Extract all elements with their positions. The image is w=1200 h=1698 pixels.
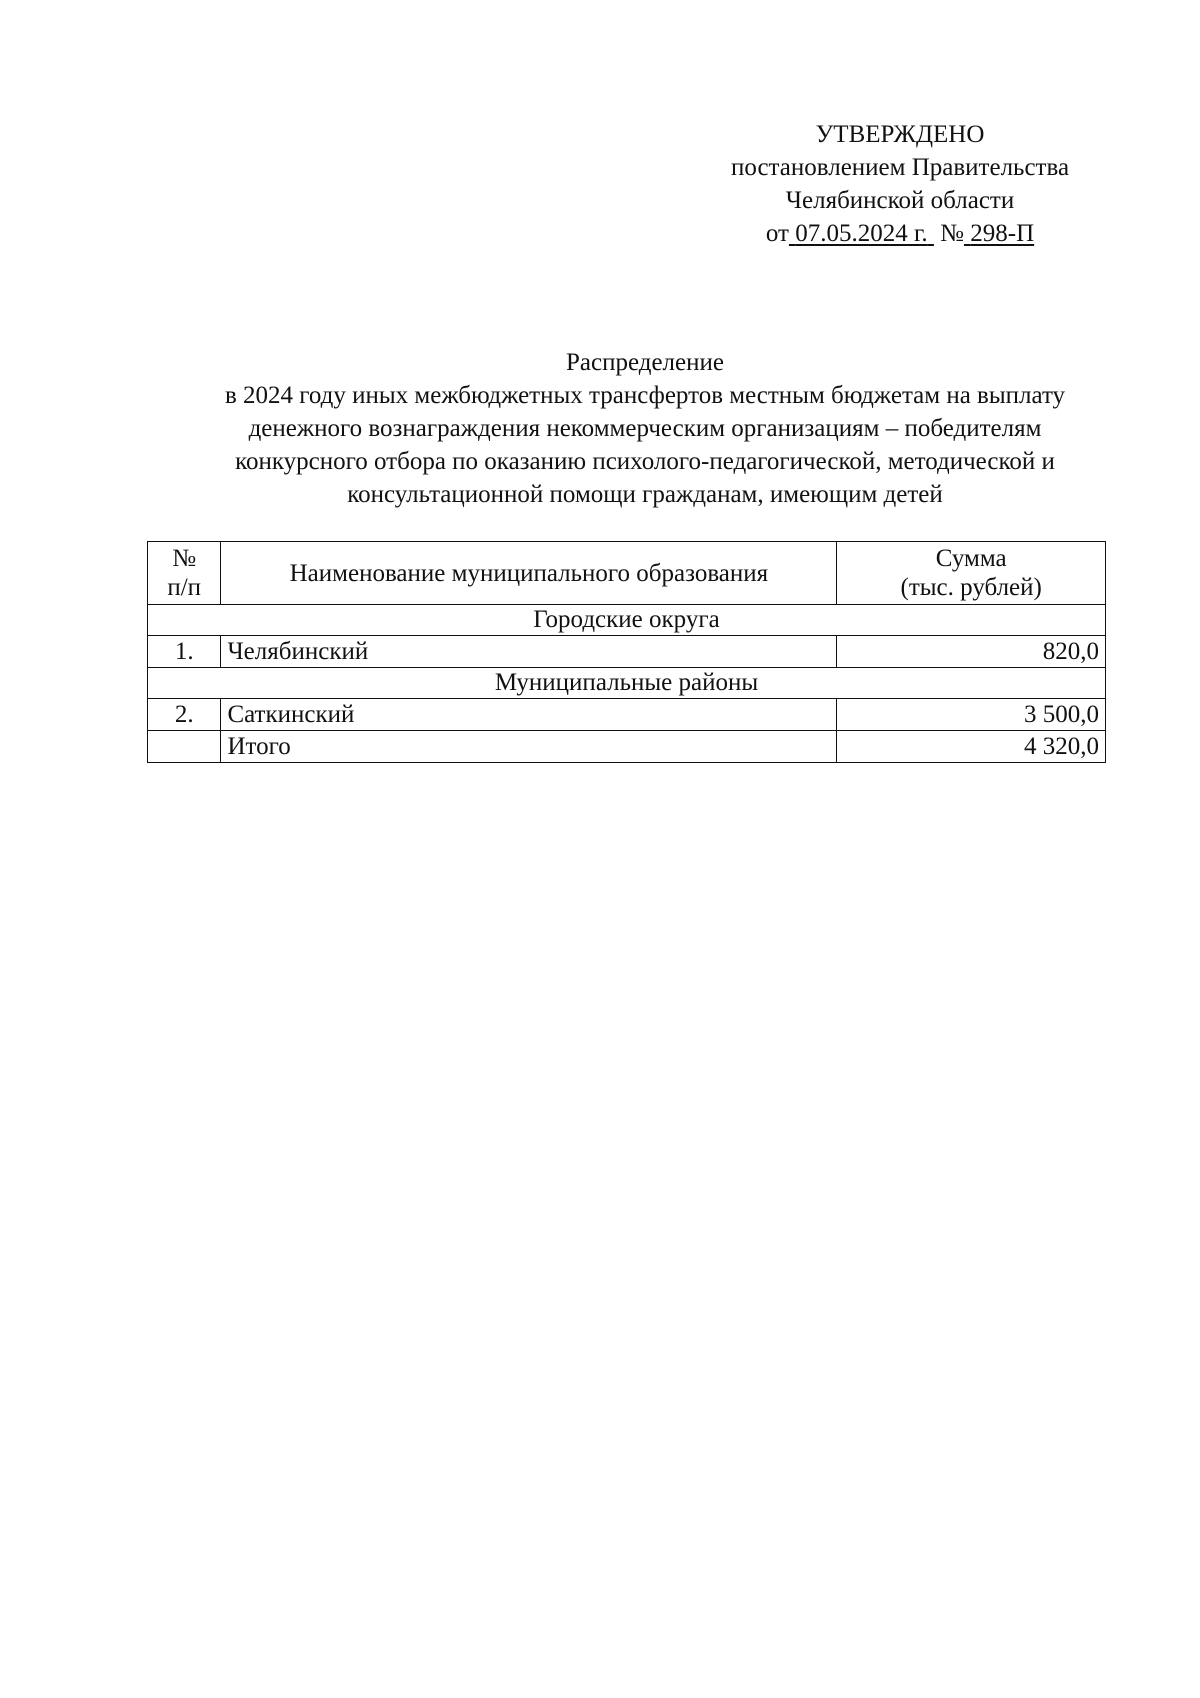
approval-number: 298-П xyxy=(970,220,1035,247)
title-line-2: денежного вознаграждения некоммерческим организациям – победителям xyxy=(248,415,1042,442)
title-line-4: консультационной помощи гражданам, имеющим детей xyxy=(347,481,943,508)
row-num: 1. xyxy=(148,636,221,668)
approval-line-1: постановлением Правительства xyxy=(730,154,1070,181)
title-heading: Распределение xyxy=(566,349,724,376)
row-name: Саткинский xyxy=(221,699,837,731)
title-line-1: в 2024 году иных межбюджетных трансфертов местным бюджетам на выплату xyxy=(224,382,1066,409)
distribution-table xyxy=(147,541,1106,763)
section-title: Городские округа xyxy=(148,605,1106,636)
approval-date: 07.05.2024 г. xyxy=(795,220,928,247)
total-label: Итого xyxy=(221,731,837,763)
table-row xyxy=(148,636,1106,668)
document-title xyxy=(120,346,1170,511)
approval-date-line xyxy=(680,217,1120,250)
row-num: 2. xyxy=(148,699,221,731)
date-prefix: от xyxy=(765,220,789,247)
total-sum: 4 320,0 xyxy=(837,731,1106,763)
section-title: Муниципальные районы xyxy=(148,668,1106,699)
row-name: Челябинский xyxy=(221,636,837,668)
section-row xyxy=(148,668,1106,699)
total-num xyxy=(148,731,221,763)
header-name: Наименование муниципального образования xyxy=(221,542,837,605)
approval-stamp xyxy=(680,118,1120,250)
header-num: № п/п xyxy=(148,542,221,605)
section-row xyxy=(148,605,1106,636)
total-row xyxy=(148,731,1106,763)
row-sum: 3 500,0 xyxy=(837,699,1106,731)
number-sign: № xyxy=(940,220,964,247)
table-row xyxy=(148,699,1106,731)
approval-heading: УТВЕРЖДЕНО xyxy=(815,121,985,148)
approval-line-2: Челябинской области xyxy=(785,187,1015,214)
header-sum: Сумма (тыс. рублей) xyxy=(837,542,1106,605)
title-line-3: конкурсного отбора по оказанию психолого-педагогической, методической и xyxy=(235,448,1055,475)
table-header-row xyxy=(148,542,1106,605)
row-sum: 820,0 xyxy=(837,636,1106,668)
